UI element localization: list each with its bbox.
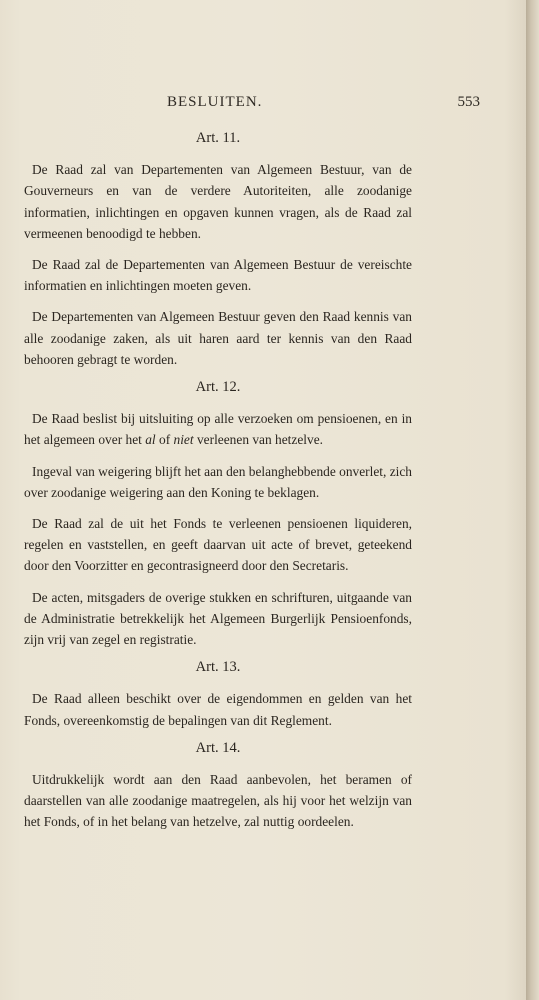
body-text	[24, 128, 412, 843]
article-heading: Art. 12.	[195, 379, 241, 396]
article-heading: Art. 13.	[195, 659, 241, 676]
page-number: 553	[457, 94, 480, 110]
article-heading: Art. 11.	[195, 130, 241, 146]
paragraph: De Raad zal de Departementen van Algemeen Bestuur de vereischte informatien en inlichtingen moeten geven.	[24, 257, 412, 294]
running-head: BESLUITEN.	[167, 94, 263, 110]
article-heading: Art. 14.	[195, 739, 241, 756]
italic-term: al	[145, 432, 156, 448]
paragraph-text: verleenen van hetzelve.	[196, 432, 323, 448]
paragraph: De acten, mitsgaders de overige stukken en schrifturen, uitgaande van de Administratie betrekkelijk het Algemeen Burgerlijk Pensioenfonds, zijn vrij van zegel en registratie.	[24, 589, 412, 648]
paragraph: De Raad zal van Departementen van Algemeen Bestuur, van de Gouverneurs en van de verdere Autoriteiten, alle zoodanige informatien, inlichtingen en opgaven kunnen vragen, als de Raad zal vermeenen benoodigd te hebben.	[24, 162, 412, 241]
paragraph: De Departementen van Algemeen Bestuur geven den Raad kennis van alle zoodanige zaken, als uit haren aard ter kennis van den Raad behooren gebragt te worden.	[24, 309, 412, 367]
paragraph: Ingeval van weigering blijft het aan den belanghebbende onverlet, zich over zoodanige weigering aan den Koning te beklagen.	[24, 463, 412, 500]
paragraph-text: De Raad beslist bij uitsluiting op alle verzoeken om pensioenen, en in het algemeen over het	[24, 411, 412, 448]
paragraph: Uitdrukkelijk wordt aan den Raad aanbevolen, het beramen of daarstellen van alle zoodanige maatregelen, als hij voor het welzijn van het Fonds, of in het belang van hetzelve, zal nuttig oordeelen.	[24, 772, 412, 830]
paragraph: De Raad alleen beschikt over de eigendommen en gelden van het Fonds, overeenkomstig de bepalingen van dit Reglement.	[24, 691, 412, 728]
italic-term: niet	[173, 432, 194, 448]
page-header	[24, 94, 480, 116]
paragraph	[24, 408, 412, 450]
paragraph-text: of	[159, 432, 171, 448]
paragraph: De Raad zal de uit het Fonds te verleenen pensioenen liquideren, regelen en vaststellen, en geeft daarvan uit acte of brevet, geteekend door den Voorzitter en gecontrasigneerd door den Secretaris.	[24, 516, 412, 574]
page-edge	[526, 0, 539, 1000]
